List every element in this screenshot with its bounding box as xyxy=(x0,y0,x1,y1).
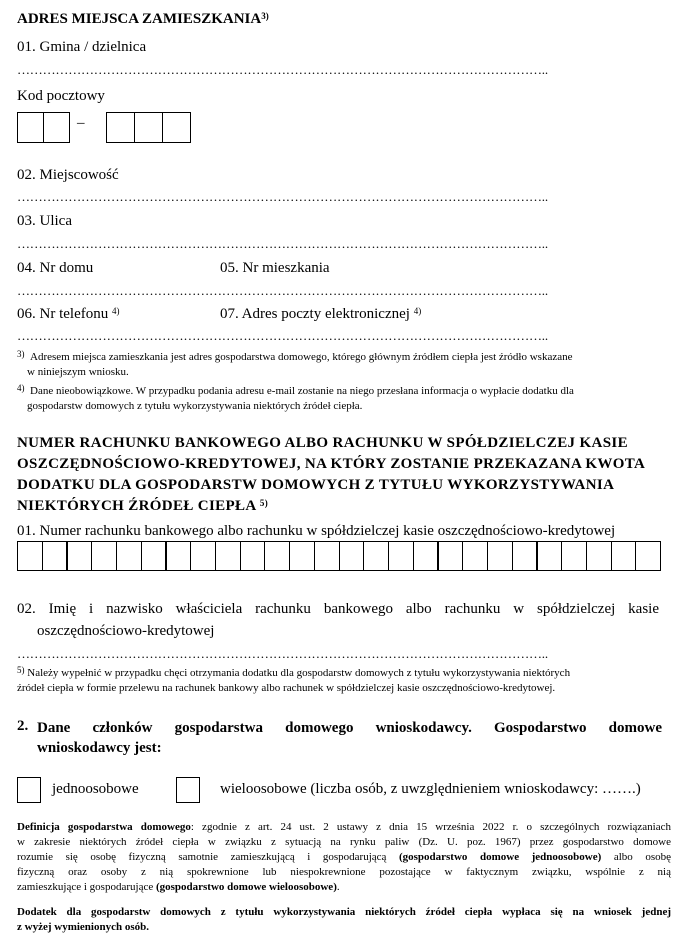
account-digit-cell[interactable] xyxy=(462,541,488,571)
account-digit-cell[interactable] xyxy=(611,541,637,571)
household-definition: Definicja gospodarstwa domowego: zgodnie z art. 24 ust. 2 ustawy z dnia 15 września 2022 r. o szczególnych rozwiązaniach w zakresie niektórych źródeł ciepła w związku z sytuacją na rynku paliw (Dz. U. poz. 1967) przez gospodarstwo domowe rozumie się osobę fizyczną samotnie zamieszkującą i gospodarującą (gospodarstwo domowe jednoosobowe) albo osobę fizyczną oraz osoby z nią spokrewnione lub niespokrewnione pozostające w faktycznym związku, wspólnie z nią zamieszkujące i gospodarujące (gospodarstwo domowe wieloosobowe). xyxy=(17,821,671,893)
account-digit-cell[interactable] xyxy=(339,541,365,571)
account-digit-cell[interactable] xyxy=(635,541,661,571)
account-digit-cell[interactable] xyxy=(141,541,167,571)
email-label: 07. Adres poczty elektronicznej $^{4)}$ xyxy=(220,306,422,322)
payment-note: Dodatek dla gospodarstw domowych z tytułu wykorzystywania niektórych źródeł ciepła wypłaca się na wniosek jednej z wyżej wymienionych osób. xyxy=(17,906,671,933)
bank-heading: NUMER RACHUNKU BANKOWEGO ALBO RACHUNKU W SPÓŁDZIELCZEJ KASIE OSZCZĘDNOŚCIOWO-KREDYTOWEJ, NA KTÓRY ZOSTANIE PRZEKAZANA KWOTA DODATKU DLA GOSPODARSTW DOMOWYCH Z TYTUŁU WYKORZYSTYWANIA NIEKTÓRYCH ŹRÓDEŁ CIEPŁA $^{5)}$ xyxy=(17,435,646,514)
multi-household-checkbox[interactable] xyxy=(176,777,200,803)
account-digit-cell[interactable] xyxy=(215,541,241,571)
account-owner-label: 02. Imię i nazwisko właściciela rachunku bankowego albo rachunku w spółdzielczej kasie oszczędnościowo-kredytowej xyxy=(17,601,659,639)
account-digit-cell[interactable] xyxy=(487,541,513,571)
account-digit-cell[interactable] xyxy=(190,541,216,571)
household-heading-number: 2. xyxy=(17,718,29,734)
gmina-field[interactable]: …………………………………………………………………………………………………………….. xyxy=(17,63,548,77)
account-digit-cell[interactable] xyxy=(536,541,562,571)
footnote-4: $^{4)}$ Dane nieobowiązkowe. W przypadku podania adresu e-mail zostanie na niego przesłana informacja o wypłacie dodatku dla gospodarstw domowych z tytułu wykorzystywania niektórych źródeł ciepła. xyxy=(17,383,574,412)
account-digit-cell[interactable] xyxy=(586,541,612,571)
footnote-3: $^{3)}$ Adresem miejsca zamieszkania jest adres gospodarstwa domowego, którego głównym źródłem ciepła jest źródło wskazane w niniejszym wniosku. xyxy=(17,349,573,378)
account-digit-cell[interactable] xyxy=(17,541,43,571)
nr-domu-label: 04. Nr domu xyxy=(17,260,94,276)
footnote-5: $^{5)}$ Należy wypełnić w przypadku chęci otrzymania dodatku dla gospodarstw domowych z tytułu wykorzystywania niektórych źródeł ciepła w formie przelewu na rachunek bankowy albo rachunek w spółdzielczej kasie oszczędnościowo-kredytowej. xyxy=(17,665,571,694)
account-digit-cell[interactable] xyxy=(91,541,117,571)
gmina-label: 01. Gmina / dzielnica xyxy=(17,39,147,55)
account-digit-cell[interactable] xyxy=(388,541,414,571)
telefon-label: 06. Nr telefonu $^{4)}$ xyxy=(17,306,120,322)
account-digit-cell[interactable] xyxy=(240,541,266,571)
telefon-field[interactable]: …………………………………………………………………………………………………………….. xyxy=(17,329,548,343)
postal-dash: – xyxy=(77,115,85,131)
account-digit-cell[interactable] xyxy=(363,541,389,571)
household-heading: Dane członków gospodarstwa domowego wnioskodawcy. Gospodarstwo domowe wnioskodawcy jest: xyxy=(37,720,662,756)
account-digit-cell[interactable] xyxy=(165,541,191,571)
account-digit-cell[interactable] xyxy=(413,541,439,571)
single-household-label: jednoosobowe xyxy=(52,781,139,797)
account-owner-field[interactable]: …………………………………………………………………………………………………………….. xyxy=(17,647,548,661)
nr-mieszkania-label: 05. Nr mieszkania xyxy=(220,260,330,276)
postal-digit-1[interactable] xyxy=(17,112,44,143)
account-digit-cell[interactable] xyxy=(66,541,92,571)
account-digit-cell[interactable] xyxy=(437,541,463,571)
postal-code-label: Kod pocztowy xyxy=(17,88,105,104)
ulica-field[interactable]: …………………………………………………………………………………………………………….. xyxy=(17,237,548,251)
account-digit-cell[interactable] xyxy=(264,541,290,571)
postal-digit-4[interactable] xyxy=(134,112,163,143)
account-digit-cell[interactable] xyxy=(289,541,315,571)
ulica-label: 03. Ulica xyxy=(17,213,72,229)
account-digit-cell[interactable] xyxy=(116,541,142,571)
account-digit-cell[interactable] xyxy=(314,541,340,571)
account-digit-cell[interactable] xyxy=(512,541,538,571)
single-household-checkbox[interactable] xyxy=(17,777,41,803)
postal-digit-3[interactable] xyxy=(106,112,135,143)
multi-household-label: wieloosobowe (liczba osób, z uwzględnieniem wnioskodawcy: …….) xyxy=(220,781,641,797)
address-heading: ADRES MIEJSCA ZAMIESZKANIA$^{3)}$ xyxy=(17,11,269,27)
postal-digit-5[interactable] xyxy=(162,112,191,143)
account-digit-cell[interactable] xyxy=(42,541,68,571)
account-number-label: 01. Numer rachunku bankowego albo rachunku w spółdzielczej kasie oszczędnościowo-kredytowej xyxy=(17,523,616,539)
account-digit-cell[interactable] xyxy=(561,541,587,571)
miejscowosc-field[interactable]: …………………………………………………………………………………………………………….. xyxy=(17,190,548,204)
postal-digit-2[interactable] xyxy=(43,112,70,143)
nr-domu-field[interactable]: …………………………………………………………………………………………………………….. xyxy=(17,284,548,298)
miejscowosc-label: 02. Miejscowość xyxy=(17,167,119,183)
